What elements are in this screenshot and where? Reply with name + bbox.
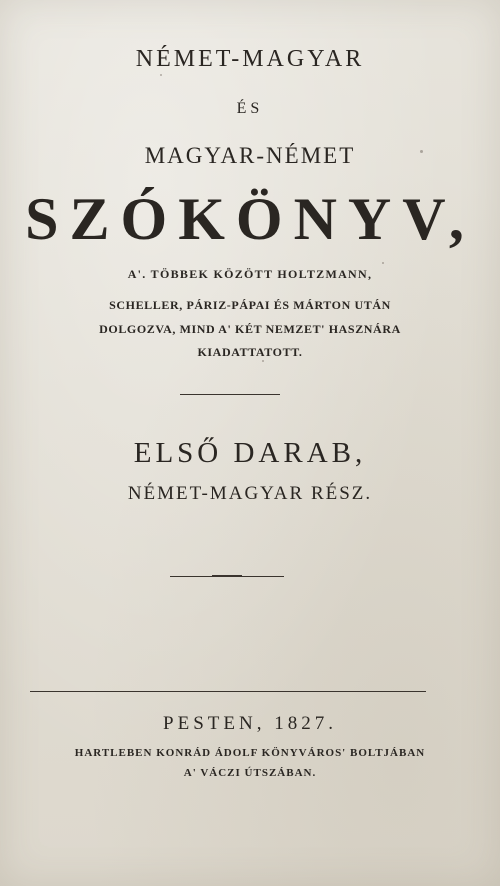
heading-line-3: MAGYAR-NÉMET (144, 143, 356, 168)
heading-line-1: NÉMET-MAGYAR (135, 46, 365, 72)
imprint-rule (30, 691, 426, 692)
subtitle-line-2: SCHELLER, PÁRIZ-PÁPAI ÉS MÁRTON UTÁN (109, 298, 391, 312)
part-subtitle: NÉMET-MAGYAR RÉSZ. (127, 483, 373, 504)
part-title: ELSŐ DARAB, (133, 437, 367, 469)
paper-foxing-spot (382, 262, 384, 264)
imprint-publisher-line-1: HARTLEBEN KONRÁD ÁDOLF KÖNYVÁROS' BOLTJÁBAN (74, 747, 426, 759)
divider-rule-1 (180, 394, 280, 395)
divider-ornament (170, 576, 284, 577)
subtitle-line-4: KIADATTATOTT. (197, 345, 303, 359)
heading-conjunction: ÉS (236, 100, 264, 117)
subtitle-line-3: DOLGOZVA, MIND A' KÉT NEMZET' HASZNÁRA (99, 322, 401, 336)
main-title: SZÓKÖNYV, (25, 186, 475, 252)
imprint-publisher-line-2: A' VÁCZI ÚTSZÁBAN. (183, 767, 317, 779)
paper-foxing-spot (420, 150, 423, 153)
paper-foxing-spot (160, 74, 162, 76)
imprint-place-year: PESTEN, 1827. (163, 713, 337, 734)
paper-foxing-spot (262, 360, 264, 362)
subtitle-line-1: A'. TÖBBEK KÖZÖTT HOLTZMANN, (127, 267, 373, 281)
